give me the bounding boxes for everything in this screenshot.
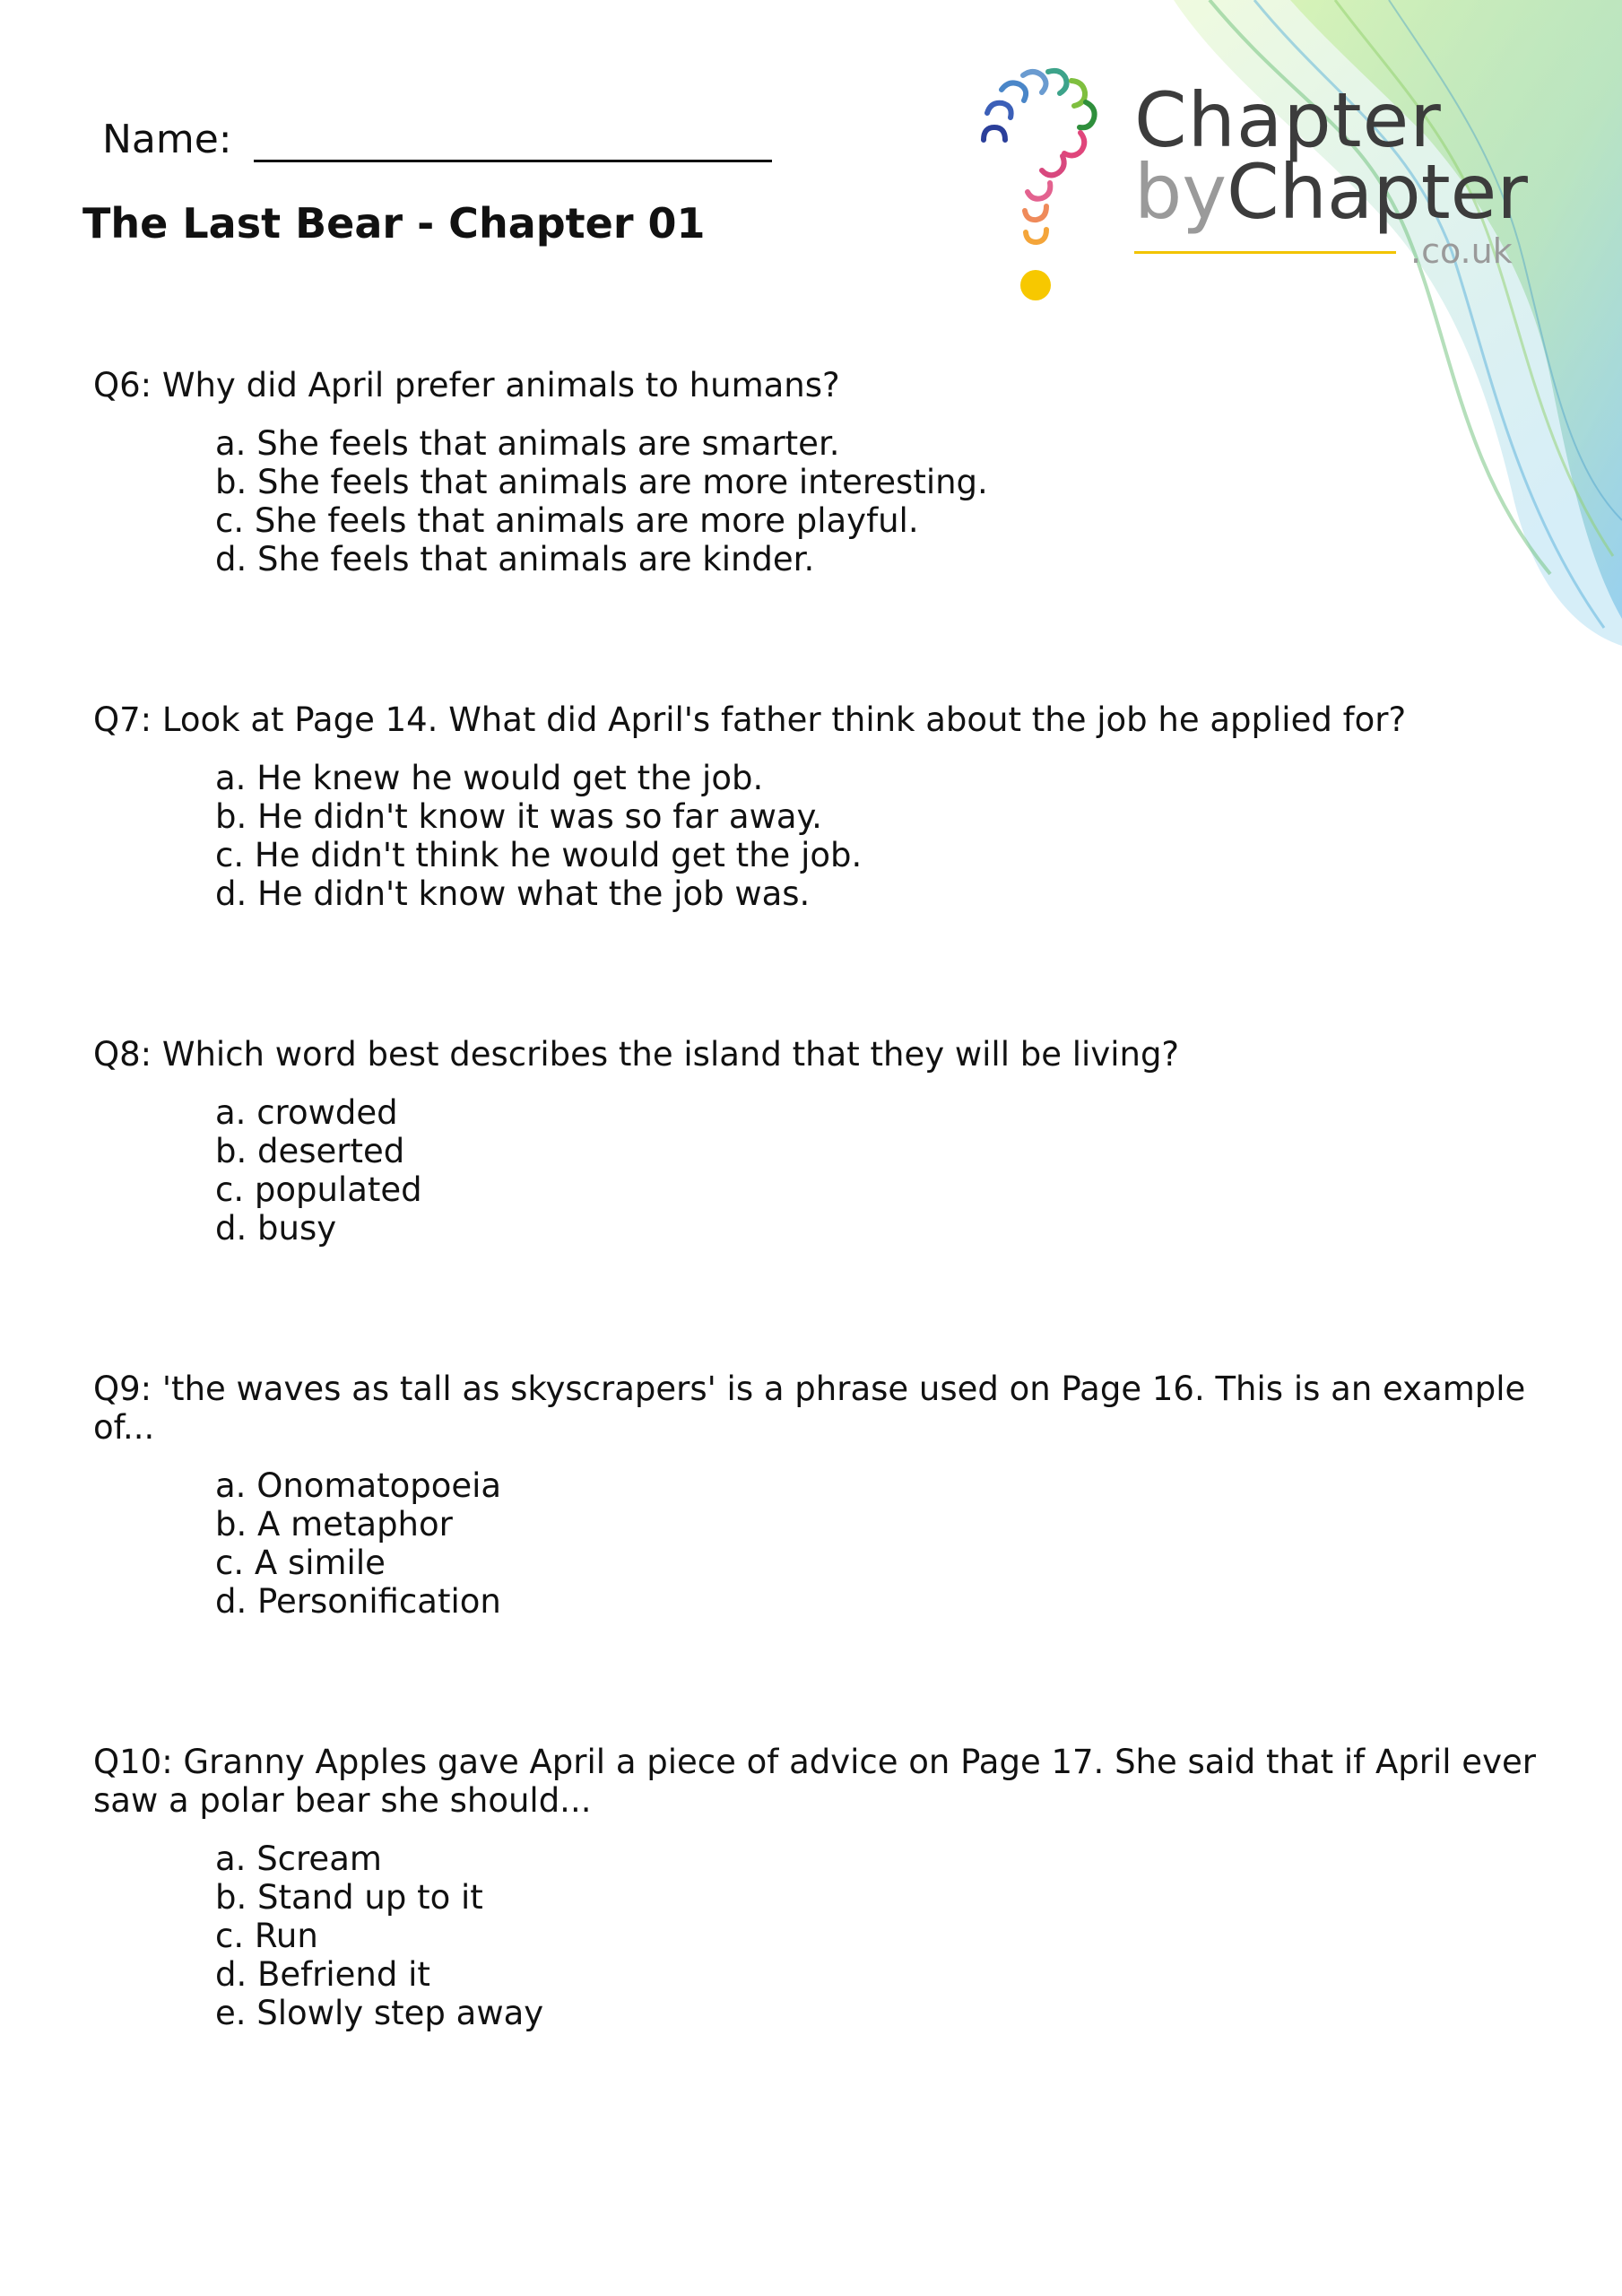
question-text: Q8: Which word best describes the island that they will be living? (93, 1035, 1180, 1074)
name-field (102, 117, 772, 162)
answer-option: d. Befriend it (215, 1955, 430, 1994)
worksheet-header (0, 0, 1622, 341)
question-q9 (93, 1370, 1546, 1621)
answer-option: a. He knew he would get the job. (215, 759, 764, 797)
question-q8 (93, 1035, 1546, 1248)
answer-option: a. She feels that animals are smarter. (215, 424, 840, 463)
answer-option: e. Slowly step away (215, 1994, 544, 2032)
book-question-mark-icon (964, 50, 1116, 310)
answer-option: b. He didn't know it was so far away. (215, 797, 822, 836)
answer-option: d. She feels that animals are kinder. (215, 540, 815, 578)
question-q6 (93, 366, 1546, 578)
logo-word-chapter-2: Chapter (1227, 148, 1528, 236)
answer-options (215, 759, 1546, 913)
answer-option: b. She feels that animals are more interesting. (215, 463, 988, 501)
answer-option: a. Onomatopoeia (215, 1466, 502, 1505)
answer-option: c. A simile (215, 1544, 386, 1582)
answer-options (215, 424, 1546, 578)
question-text: Q6: Why did April prefer animals to humans? (93, 366, 840, 404)
answer-option: a. crowded (215, 1093, 398, 1132)
logo-underline (1134, 251, 1396, 254)
question-text: Q9: 'the waves as tall as skyscrapers' is a phrase used on Page 16. This is an example of... (93, 1370, 1526, 1447)
name-label: Name: (102, 117, 232, 162)
logo-wordmark (1134, 76, 1528, 236)
question-q7 (93, 700, 1546, 913)
worksheet-title: The Last Bear - Chapter 01 (82, 199, 706, 248)
logo-word-by: by (1134, 148, 1227, 236)
answer-option: d. busy (215, 1209, 337, 1248)
answer-option: b. Stand up to it (215, 1878, 483, 1917)
answer-option: c. populated (215, 1170, 422, 1209)
answer-option: c. She feels that animals are more playful. (215, 501, 919, 540)
question-text: Q7: Look at Page 14. What did April's father think about the job he applied for? (93, 700, 1407, 739)
answer-options (215, 1093, 1546, 1248)
logo-word-bychapter (1134, 148, 1528, 236)
answer-option: b. deserted (215, 1132, 405, 1170)
answer-option: c. Run (215, 1917, 318, 1955)
question-list (93, 366, 1546, 2154)
name-write-line (254, 118, 772, 162)
answer-option: d. He didn't know what the job was. (215, 874, 811, 913)
logo-domain: .co.uk (1410, 231, 1513, 271)
answer-option: b. A metaphor (215, 1505, 453, 1544)
answer-option: d. Personification (215, 1582, 501, 1621)
question-q10 (93, 1743, 1546, 2032)
answer-option: a. Scream (215, 1839, 382, 1878)
chapter-by-chapter-logo (964, 50, 1538, 310)
question-text: Q10: Granny Apples gave April a piece of advice on Page 17. She said that if April ever saw a polar bear she should... (93, 1743, 1536, 1820)
answer-option: c. He didn't think he would get the job. (215, 836, 863, 874)
logo-word-chapter: Chapter (1134, 76, 1442, 164)
answer-options (215, 1466, 1546, 1621)
answer-options (215, 1839, 1546, 2032)
